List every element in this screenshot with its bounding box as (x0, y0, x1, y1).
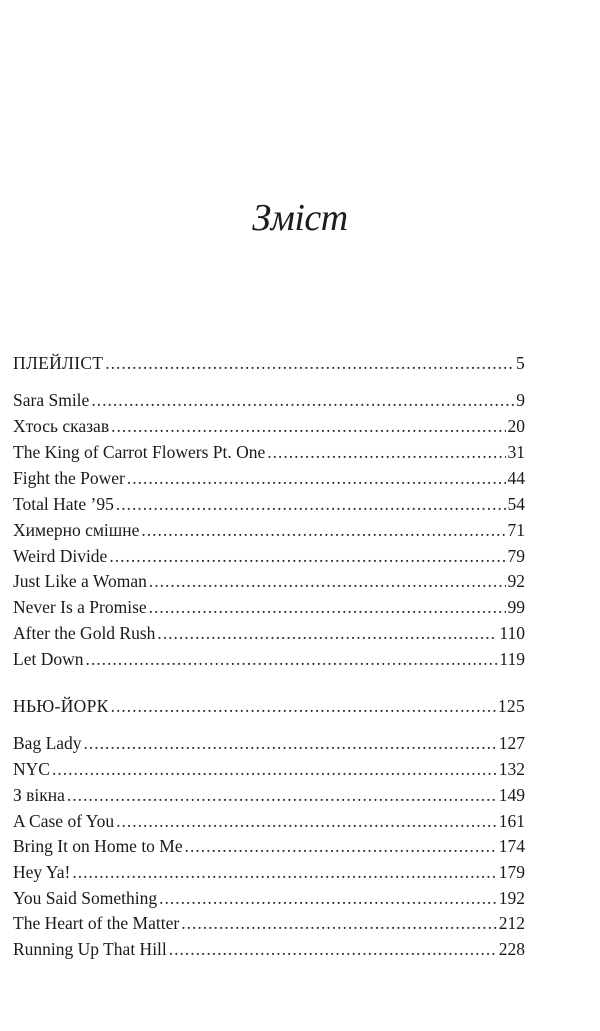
toc-entry[interactable] (13, 546, 525, 568)
dot-leader (141, 520, 505, 541)
toc-section-playlist[interactable] (13, 353, 525, 375)
toc-section-new-york[interactable] (13, 696, 525, 718)
toc-page-number: 9 (516, 390, 525, 410)
toc-page-number: 161 (498, 811, 525, 831)
toc-page-number: 99 (507, 597, 525, 617)
toc-entry-label: Total Hate ’95 (13, 494, 114, 514)
dot-leader (109, 546, 505, 567)
toc-entry-label: Never Is a Promise (13, 597, 147, 617)
toc-entry[interactable] (13, 571, 525, 593)
dot-leader (185, 836, 497, 857)
toc-entry[interactable] (13, 520, 525, 542)
toc-entry[interactable] (13, 811, 525, 833)
toc-entry[interactable] (13, 442, 525, 464)
dot-leader (157, 623, 497, 644)
toc-entry-label: The King of Carrot Flowers Pt. One (13, 442, 266, 462)
toc-entry[interactable] (13, 390, 525, 412)
toc-entry-label: Bring It on Home to Me (13, 836, 183, 856)
dot-leader (159, 888, 497, 909)
toc-page-number: 132 (498, 759, 525, 779)
toc-entry[interactable] (13, 862, 525, 884)
toc-entry[interactable] (13, 416, 525, 438)
toc-entry[interactable] (13, 494, 525, 516)
toc-entry-label: З вікна (13, 785, 65, 805)
dot-leader (149, 597, 506, 618)
toc-page-number: 79 (507, 546, 525, 566)
toc-page-number: 127 (498, 733, 525, 753)
toc-entry[interactable] (13, 759, 525, 781)
toc-entry[interactable] (13, 836, 525, 858)
toc-entry[interactable] (13, 888, 525, 910)
dot-leader (67, 785, 497, 806)
toc-page-number: 179 (498, 862, 525, 882)
dot-leader (181, 913, 497, 934)
toc-page-number: 54 (507, 494, 525, 514)
toc-entry[interactable] (13, 468, 525, 490)
toc-entry[interactable] (13, 939, 525, 961)
toc-entry-label: Weird Divide (13, 546, 108, 566)
toc-entry-label: Hey Ya! (13, 862, 71, 882)
toc-page-number: 110 (499, 623, 525, 643)
toc-entry-label: Fight the Power (13, 468, 125, 488)
dot-leader (267, 442, 505, 463)
page-title: Зміст (252, 197, 348, 239)
toc-entry[interactable] (13, 785, 525, 807)
toc-entry-label: NYC (13, 759, 50, 779)
toc-page-number: 92 (507, 571, 525, 591)
toc-page-number: 212 (498, 913, 525, 933)
dot-leader (105, 353, 514, 374)
dot-leader (116, 811, 497, 832)
toc-entry-label: After the Gold Rush (13, 623, 156, 643)
toc-entry-label: Хтось сказав (13, 416, 110, 436)
dot-leader (72, 862, 496, 883)
toc-entry[interactable] (13, 623, 525, 645)
toc-entry[interactable] (13, 597, 525, 619)
dot-leader (111, 416, 505, 437)
dot-leader (149, 571, 506, 592)
toc-page-number: 44 (507, 468, 525, 488)
dot-leader (127, 468, 506, 489)
toc-entry-label: The Heart of the Matter (13, 913, 180, 933)
toc-entry-label: You Said Something (13, 888, 158, 908)
toc-entry[interactable] (13, 649, 525, 671)
toc-page-number: 71 (507, 520, 525, 540)
toc-entry-label: Running Up That Hill (13, 939, 167, 959)
toc-page-number: 31 (507, 442, 525, 462)
dot-leader (52, 759, 497, 780)
toc-section-label: ПЛЕЙЛІСТ (13, 353, 104, 373)
dot-leader (111, 696, 496, 717)
toc-page-number: 5 (515, 353, 525, 373)
dot-leader (169, 939, 497, 960)
toc-entry-label: Bag Lady (13, 733, 82, 753)
toc-entry[interactable] (13, 913, 525, 935)
toc-page-number: 149 (498, 785, 525, 805)
toc-section-label: НЬЮ-ЙОРК (13, 696, 109, 716)
toc-entry-label: Let Down (13, 649, 84, 669)
toc-entry-label: Just Like a Woman (13, 571, 147, 591)
toc-entry-label: Sara Smile (13, 390, 90, 410)
toc-page-number: 174 (498, 836, 525, 856)
dot-leader (84, 733, 497, 754)
dot-leader (91, 390, 514, 411)
toc-entry[interactable] (13, 733, 525, 755)
toc-page-number: 192 (498, 888, 525, 908)
toc-entry-label: Химерно смішне (13, 520, 140, 540)
toc-page-number: 125 (497, 696, 525, 716)
dot-leader (116, 494, 506, 515)
toc-page-number: 20 (507, 416, 525, 436)
toc-page-number: 119 (499, 649, 525, 669)
toc-page-number: 228 (498, 939, 525, 959)
toc-entry-label: A Case of You (13, 811, 115, 831)
dot-leader (85, 649, 497, 670)
